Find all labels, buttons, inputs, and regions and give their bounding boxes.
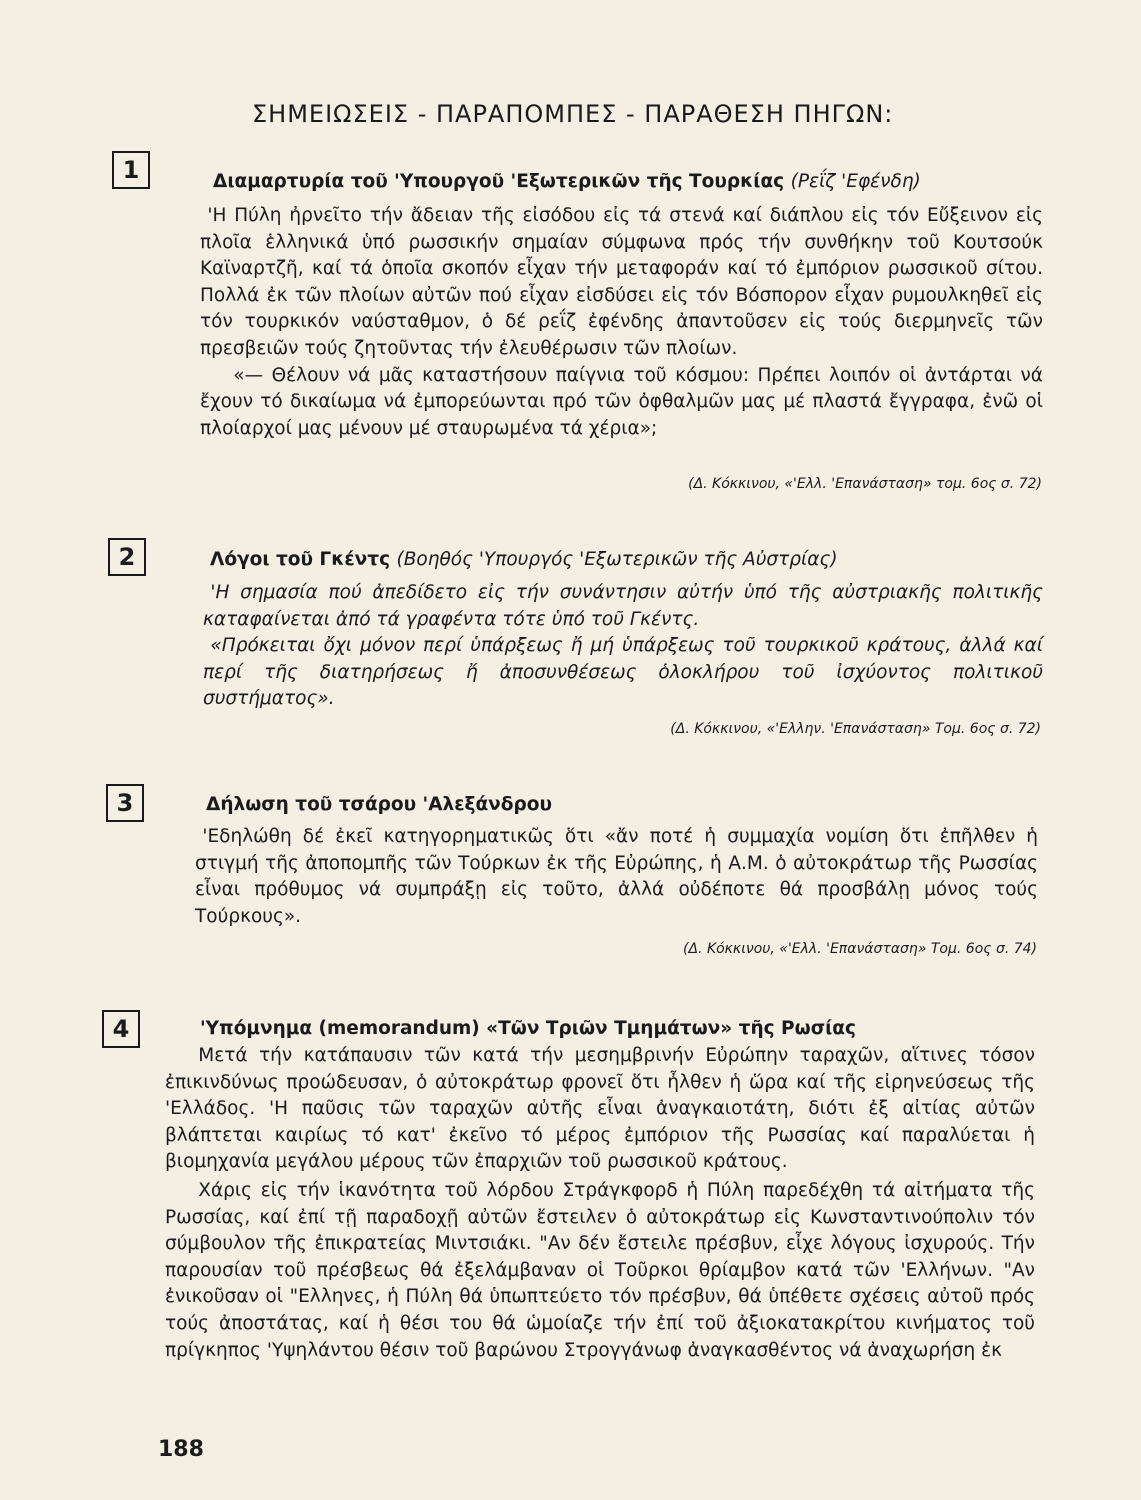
note-heading-text: Λόγοι τοῦ Γκέντς bbox=[210, 549, 391, 570]
note-source: (Δ. Κόκκινου, «'Ελλ. 'Επανάσταση» Τομ. 6ος σ. 74) bbox=[683, 941, 1037, 957]
note-number-box: 3 bbox=[106, 784, 144, 822]
note-paragraph: Χάρις εἰς τήν ἱκανότητα τοῦ λόρδου Στράγκφορδ ἡ Πύλη παρεδέχθη τά αἰτήματα τῆς Ρωσσίας, καί ἐπί τῇ παραδοχῇ αὐτῶν ἔστειλεν ὁ αὐτοκράτωρ εἰς Κωνσταντινούπολιν τόν σύμβουλον τῆς ἐπικρατείας Μιντσιάκι. "Αν δέν ἔστειλε πρέσβυν, εἶχε λόγους ἰσχυρούς. Τήν παρουσίαν τοῦ πρέσβεως θά ἐξελάμβαναν οἱ Τοῦρκοι θρίαμβον κατά τῶν 'Ελλήνων. "Αν ἐνικοῦσαν οἱ "Ελληνες, ἡ Πύλη θά ὑπωπτεύετο τόν πρέσβυν, θά ὑπέθετε σχέσεις αὐτοῦ πρός τούς ἀποστάτας, καί ἡ θέσι του θά ὡμοίαζε τήν ἐπί τοῦ ἀξιοκατακρίτου κινήματος τοῦ πρίγκηπος 'Υψηλάντου θέσιν τοῦ βαρώνου Στρογγάνωφ ἀναγκασθέντος νά ἀναχωρήση ἐκ bbox=[165, 1179, 1035, 1361]
note-body bbox=[203, 580, 1043, 713]
note-heading bbox=[213, 168, 921, 196]
note-number-box: 2 bbox=[108, 538, 146, 576]
note-paragraph: 'Η σημασία πού ἀπεδίδετο εἰς τήν συνάντησιν αὐτήν ὑπό τῆς αὐστριακῆς πολιτικῆς καταφαίνεται ἀπό τά γραφέντα τότε ὑπό τοῦ Γκέντς. bbox=[203, 582, 1043, 630]
note-heading bbox=[206, 791, 552, 819]
page-number: 188 bbox=[158, 1437, 204, 1462]
note-heading-note: (Βοηθός 'Υπουργός 'Εξωτερικῶν τῆς Αὐστρίας) bbox=[396, 549, 838, 570]
note-paragraph: «Πρόκειται ὄχι μόνον περί ὑπάρξεως ἤ μή ὑπάρξεως τοῦ τουρκικοῦ κράτους, ἀλλά καί περί τῆς διατηρήσεως ἤ ἀποσυνθέσεως ὁλοκλήρου τοῦ ἰσχύοντος πολιτικοῦ συστήματος». bbox=[203, 635, 1043, 710]
page-title: ΣΗΜΕΙΩΣΕΙΣ - ΠΑΡΑΠΟΜΠΕΣ - ΠΑΡΑΘΕΣΗ ΠΗΓΩΝ: bbox=[252, 100, 894, 128]
note-heading bbox=[210, 546, 838, 574]
note-number-box: 4 bbox=[102, 1010, 140, 1048]
note-paragraph: 'Εδηλώθη δέ ἐκεῖ κατηγορηματικῶς ὅτι «ἄν ποτέ ἡ συμμαχία νομίση ὅτι ἐπῆλθεν ἡ στιγμή τῆς ἀποπομπῆς τῶν Τούρκων ἐκ τῆς Εὐρώπης, ἡ Α.Μ. ὁ αὐτοκράτωρ τῆς Ρωσσίας εἶναι πρόθυμος νά συμπράξῃ εἰς τοῦτο, ἀλλά οὐδέποτε θά προσβάλῃ μόνος τούς Τούρκους». bbox=[195, 826, 1038, 927]
note-paragraph: 'Η Πύλη ἠρνεῖτο τήν ἄδειαν τῆς εἰσόδου εἰς τά στενά καί διάπλου εἰς τόν Εὔξεινον εἰς πλοῖα ἑλληνικά ὑπό ρωσσικήν σημαίαν σύμφωνα πρός τήν συνθήκην τοῦ Κουτσούκ Καϊναρτζῆ, καί τά ὁποῖα σκοπόν εἶχαν τήν μεταφοράν καί τό ἐμπόριον ρωσσικοῦ σίτου. Πολλά ἐκ τῶν πλοίων αὐτῶν πού εἶχαν εἰσδύσει εἰς τόν Βόσπορον εἶχαν ρυμουλκηθεῖ εἰς τόν τουρκικόν ναύσταθμον, ὁ δέ ρεΐζ ἐφένδης ἀπαντοῦσεν εἰς τούς διερμηνεῖς τῶν πρεσβειῶν τούς ζητοῦντας τήν ἐλευθέρωσιν τῶν πλοίων. bbox=[200, 205, 1043, 359]
note-heading-text: Δήλωση τοῦ τσάρου 'Αλεξάνδρου bbox=[206, 794, 552, 815]
note-heading-text: 'Υπόμνημα (memorandum) «Τῶν Τριῶν Τμημάτων» τῆς Ρωσίας bbox=[200, 1018, 856, 1039]
note-heading-note: (Ρεΐζ 'Εφένδη) bbox=[790, 171, 921, 192]
note-number-box: 1 bbox=[112, 151, 150, 189]
note-body bbox=[165, 1043, 1035, 1364]
note-heading bbox=[200, 1015, 856, 1043]
note-source: (Δ. Κόκκινου, «'Ελλ. 'Επανάσταση» τομ. 6ος σ. 72) bbox=[688, 476, 1042, 492]
note-paragraph: Μετά τήν κατάπαυσιν τῶν κατά τήν μεσημβρινήν Εὐρώπην ταραχῶν, αἵτινες τόσον ἐπικινδύνως προώδευσαν, ὁ αὐτοκράτωρ φρονεῖ ὅτι ἦλθεν ἡ ὥρα καί τῆς εἰρηνεύσεως τῆς 'Ελλάδος. 'Η παῦσις τῶν ταραχῶν αὐτῆς εἶναι ἀναγκαιοτάτη, διότι ἐξ αἰτίας αὐτῶν βλάπτεται καιρίως τό κατ' ἐκεῖνο τό μέρος ἐμπόριον τῆς Ρωσσίας καί παραλύεται ἡ βιομηχανία μεγάλου μέρους τῶν ἐπαρχιῶν τοῦ ρωσσικοῦ κράτους. bbox=[165, 1045, 1035, 1173]
note-source: (Δ. Κόκκινου, «'Ελλην. 'Επανάσταση» Τομ. 6ος σ. 72) bbox=[670, 721, 1041, 737]
note-body bbox=[195, 824, 1038, 930]
note-heading-text: Διαμαρτυρία τοῦ 'Υπουργοῦ 'Εξωτερικῶν τῆς Τουρκίας bbox=[213, 171, 785, 192]
note-paragraph: «— Θέλουν νά μᾶς καταστήσουν παίγνια τοῦ κόσμου: Πρέπει λοιπόν οἱ ἀντάρται νά ἔχουν τό δικαίωμα νά ἐμπορεύωνται πρό τῶν ὀφθαλμῶν μας μέ πλαστά ἔγγραφα, ἐνῶ οἱ πλοίαρχοί μας μένουν μέ σταυρωμένα τά χέρια»; bbox=[200, 364, 1043, 439]
note-body bbox=[200, 203, 1043, 442]
